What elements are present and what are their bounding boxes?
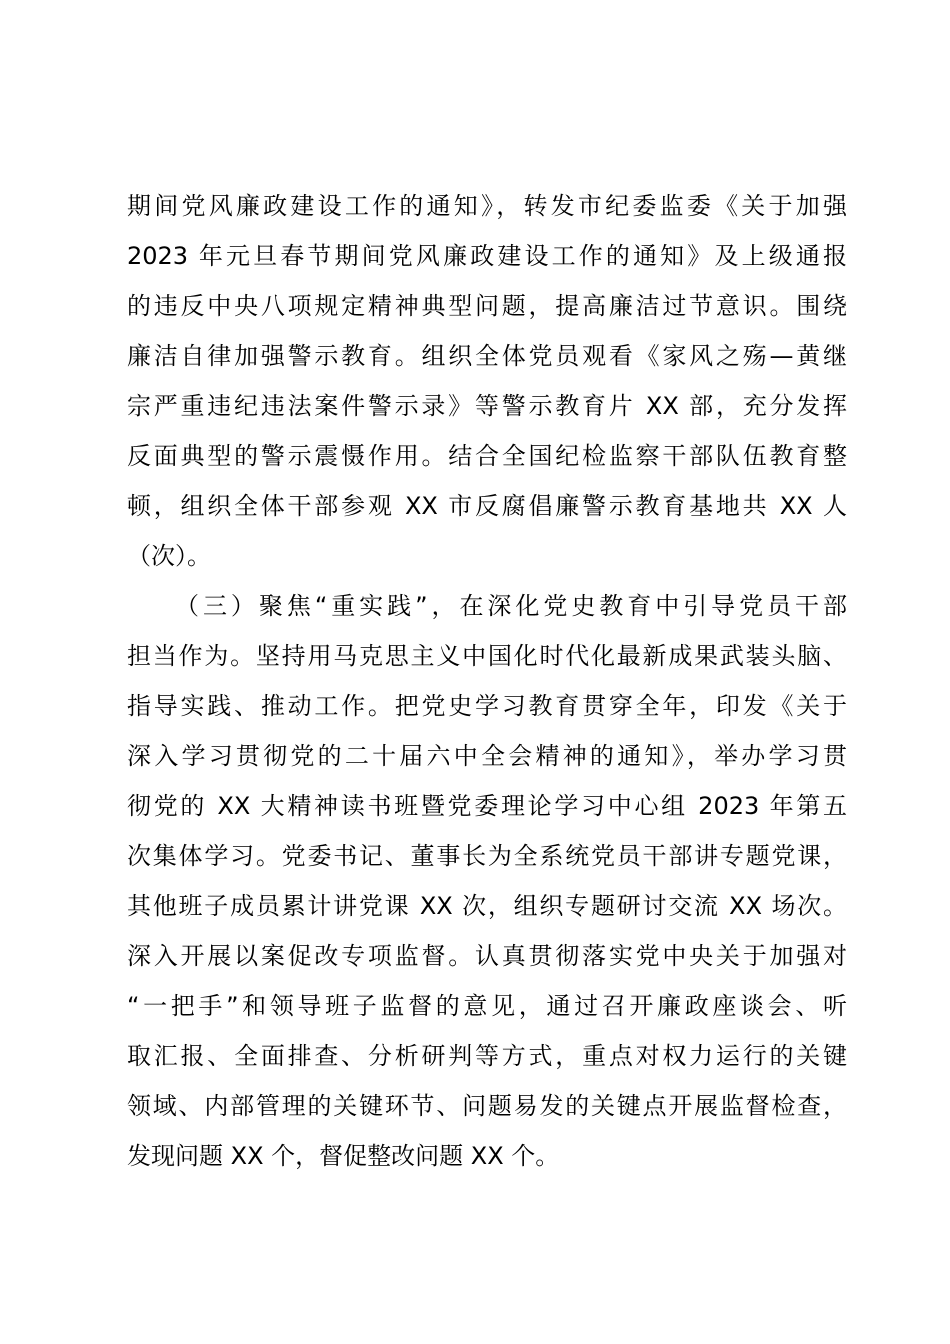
text-line: “一把手”和领导班子监督的意见，通过召开廉政座谈会、听 [127,992,847,1020]
text-line: 2023 年元旦春节期间党风廉政建设工作的通知》及上级通报 [127,242,847,270]
text-line: 指导实践、推动工作。把党史学习教育贯穿全年，印发《关于 [127,692,847,720]
text-line: 次集体学习。党委书记、董事长为全系统党员干部讲专题党课， [127,842,847,870]
text-line: 领域、内部管理的关键环节、问题易发的关键点开展监督检查， [127,1092,847,1120]
text-line: 廉洁自律加强警示教育。组织全体党员观看《家风之殇—黄继 [127,342,847,370]
text-line: 发现问题 XX 个，督促整改问题 XX 个。 [127,1142,560,1170]
text-line: 深入学习贯彻党的二十届六中全会精神的通知》，举办学习贯 [127,742,847,770]
text-line: 期间党风廉政建设工作的通知》，转发市纪委监委《关于加强 [127,192,847,220]
text-line: 顿，组织全体干部参观 XX 市反腐倡廉警示教育基地共 XX 人 [127,492,847,520]
text-line: 宗严重违纪违法案件警示录》等警示教育片 XX 部，充分发挥 [127,392,847,420]
text-line: （次）。 [127,542,211,570]
text-line: 反面典型的警示震慑作用。结合全国纪检监察干部队伍教育整 [127,442,847,470]
text-line: 担当作为。坚持用马克思主义中国化时代化最新成果武装头脑、 [127,642,847,670]
document-body [127,181,847,1181]
text-line: 彻党的 XX 大精神读书班暨党委理论学习中心组 2023 年第五 [127,792,847,820]
section-heading-line: （三）聚焦“重实践”，在深化党史教育中引导党员干部 [175,592,847,620]
text-line: 的违反中央八项规定精神典型问题，提高廉洁过节意识。围绕 [127,292,847,320]
text-line: 其他班子成员累计讲党课 XX 次，组织专题研讨交流 XX 场次。 [127,892,847,920]
text-line: 取汇报、全面排查、分析研判等方式，重点对权力运行的关键 [127,1042,847,1070]
text-line: 深入开展以案促改专项监督。认真贯彻落实党中央关于加强对 [127,942,847,970]
